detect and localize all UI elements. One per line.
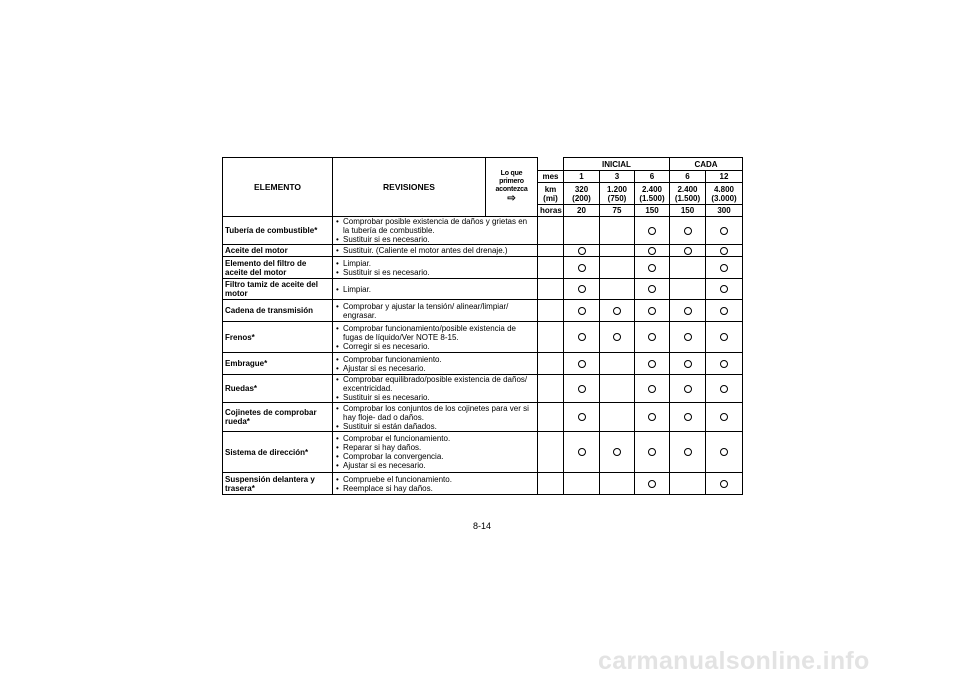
revisiones-list xyxy=(335,355,535,373)
circle-mark-icon xyxy=(648,333,656,341)
km-value: 2.400 (1.500) xyxy=(635,183,670,205)
row-revisiones xyxy=(333,279,538,300)
circle-mark-icon xyxy=(720,227,728,235)
page-number: 8-14 xyxy=(472,521,491,531)
circle-mark-icon xyxy=(684,385,692,393)
circle-mark-icon xyxy=(648,360,656,368)
interval-cell xyxy=(635,403,670,432)
revisiones-list xyxy=(335,375,535,402)
circle-mark-icon xyxy=(684,227,692,235)
interval-cell xyxy=(706,375,743,403)
revision-item: • Ajustar si es necesario. xyxy=(335,461,535,470)
row-spacer-cell xyxy=(538,217,564,245)
interval-cell xyxy=(706,473,743,495)
interval-cell xyxy=(635,300,670,322)
circle-mark-icon xyxy=(613,307,621,315)
circle-mark-icon xyxy=(648,385,656,393)
row-elemento: Filtro tamiz de aceite del motor xyxy=(223,279,333,300)
interval-cell xyxy=(600,322,635,353)
circle-mark-icon xyxy=(578,285,586,293)
circle-mark-icon xyxy=(578,413,586,421)
circle-mark-icon xyxy=(578,360,586,368)
circle-mark-icon xyxy=(648,480,656,488)
interval-cell xyxy=(706,403,743,432)
interval-cell xyxy=(670,245,706,257)
interval-cell xyxy=(670,257,706,279)
mes-value: 3 xyxy=(600,171,635,183)
interval-cell xyxy=(670,473,706,495)
circle-mark-icon xyxy=(720,247,728,255)
mes-value: 6 xyxy=(670,171,706,183)
row-elemento: Ruedas* xyxy=(223,375,333,403)
table-row xyxy=(223,279,743,300)
interval-cell xyxy=(670,375,706,403)
circle-mark-icon xyxy=(720,480,728,488)
row-spacer-cell xyxy=(538,473,564,495)
interval-cell xyxy=(635,279,670,300)
row-revisiones xyxy=(333,353,538,375)
circle-mark-icon xyxy=(613,448,621,456)
circle-mark-icon xyxy=(648,285,656,293)
watermark: carmanualsonline.info xyxy=(598,647,870,675)
circle-mark-icon xyxy=(648,227,656,235)
row-elemento: Aceite del motor xyxy=(223,245,333,257)
row-revisiones xyxy=(333,473,538,495)
circle-mark-icon xyxy=(648,247,656,255)
interval-cell xyxy=(600,279,635,300)
interval-cell xyxy=(706,257,743,279)
circle-mark-icon xyxy=(578,448,586,456)
revisiones-list xyxy=(335,302,535,320)
horas-value: 300 xyxy=(706,205,743,217)
table-row xyxy=(223,245,743,257)
row-revisiones xyxy=(333,245,538,257)
circle-mark-icon xyxy=(613,333,621,341)
table-row xyxy=(223,403,743,432)
table-body xyxy=(223,217,743,495)
revisiones-list xyxy=(335,404,535,431)
interval-cell xyxy=(564,403,600,432)
interval-cell xyxy=(600,473,635,495)
circle-mark-icon xyxy=(684,448,692,456)
mes-value: 6 xyxy=(635,171,670,183)
interval-cell xyxy=(635,375,670,403)
revision-item: • Comprobar funcionamiento/posible existencia de fugas de líquido/Ver NOTE 8-15. xyxy=(335,324,535,342)
circle-mark-icon xyxy=(684,307,692,315)
interval-cell xyxy=(670,217,706,245)
row-elemento: Tubería de combustible* xyxy=(223,217,333,245)
row-elemento: Embrague* xyxy=(223,353,333,375)
revision-item: • Ajustar si es necesario. xyxy=(335,364,535,373)
revision-item: • Comprobar y ajustar la tensión/ alinear/limpiar/ engrasar. xyxy=(335,302,535,320)
horas-value: 150 xyxy=(670,205,706,217)
table-row xyxy=(223,432,743,473)
table-row xyxy=(223,257,743,279)
circle-mark-icon xyxy=(578,385,586,393)
circle-mark-icon xyxy=(684,333,692,341)
interval-cell xyxy=(670,403,706,432)
interval-cell xyxy=(706,245,743,257)
interval-cell xyxy=(670,300,706,322)
interval-cell xyxy=(564,432,600,473)
row-elemento: Sistema de dirección* xyxy=(223,432,333,473)
circle-mark-icon xyxy=(720,264,728,272)
interval-cell xyxy=(706,353,743,375)
row-elemento: Suspensión delantera y trasera* xyxy=(223,473,333,495)
table-row xyxy=(223,217,743,245)
interval-cell xyxy=(706,432,743,473)
revisiones-list xyxy=(335,217,535,244)
table-row xyxy=(223,473,743,495)
row-spacer-cell xyxy=(538,257,564,279)
header-inicial: INICIAL xyxy=(564,158,670,171)
revision-item: • Sustituir si es necesario. xyxy=(335,268,535,277)
interval-cell xyxy=(706,300,743,322)
revision-item: • Sustituir si es necesario. xyxy=(335,235,535,244)
row-revisiones xyxy=(333,375,538,403)
revision-item: • Reemplace si hay daños. xyxy=(335,484,535,493)
circle-mark-icon xyxy=(684,247,692,255)
interval-cell xyxy=(564,245,600,257)
interval-cell xyxy=(600,257,635,279)
interval-cell xyxy=(600,245,635,257)
revision-item: • Limpiar. xyxy=(335,285,535,294)
mes-value: 1 xyxy=(564,171,600,183)
horas-value: 20 xyxy=(564,205,600,217)
row-elemento: Elemento del filtro de aceite del motor xyxy=(223,257,333,279)
interval-cell xyxy=(564,375,600,403)
row-spacer-cell xyxy=(538,322,564,353)
interval-cell xyxy=(706,217,743,245)
right-arrow-icon: ⇨ xyxy=(507,193,516,204)
circle-mark-icon xyxy=(720,360,728,368)
circle-mark-icon xyxy=(578,247,586,255)
km-value: 320 (200) xyxy=(564,183,600,205)
interval-cell xyxy=(600,353,635,375)
table-row xyxy=(223,300,743,322)
maintenance-table xyxy=(222,157,743,495)
circle-mark-icon xyxy=(648,448,656,456)
circle-mark-icon xyxy=(684,360,692,368)
table-header xyxy=(223,158,743,217)
interval-cell xyxy=(564,217,600,245)
row-spacer-cell xyxy=(538,432,564,473)
interval-cell xyxy=(600,432,635,473)
horas-value: 75 xyxy=(600,205,635,217)
revision-item: • Comprobar el funcionamiento. xyxy=(335,434,535,443)
mes-label: mes xyxy=(538,171,564,183)
interval-cell xyxy=(670,279,706,300)
revision-item: • Reparar si hay daños. xyxy=(335,443,535,452)
row-elemento: Cadena de transmisión xyxy=(223,300,333,322)
interval-cell xyxy=(670,322,706,353)
table-row xyxy=(223,322,743,353)
interval-cell xyxy=(635,257,670,279)
km-value: 1.200 (750) xyxy=(600,183,635,205)
interval-cell xyxy=(635,322,670,353)
circle-mark-icon xyxy=(720,448,728,456)
interval-cell xyxy=(706,322,743,353)
circle-mark-icon xyxy=(648,413,656,421)
interval-cell xyxy=(670,353,706,375)
circle-mark-icon xyxy=(684,413,692,421)
table-row xyxy=(223,375,743,403)
revision-item: • Sustituir si están dañados. xyxy=(335,422,535,431)
interval-cell xyxy=(706,279,743,300)
first-occurrence-label: Lo que primero acontezca xyxy=(495,170,528,193)
circle-mark-icon xyxy=(648,307,656,315)
revision-item: • Comprobar la convergencia. xyxy=(335,452,535,461)
interval-cell xyxy=(564,300,600,322)
interval-cell xyxy=(670,432,706,473)
row-spacer-cell xyxy=(538,375,564,403)
row-revisiones xyxy=(333,217,538,245)
interval-cell xyxy=(600,375,635,403)
row-revisiones xyxy=(333,403,538,432)
header-cada: CADA xyxy=(670,158,743,171)
row-spacer-cell xyxy=(538,353,564,375)
interval-cell xyxy=(564,353,600,375)
interval-cell xyxy=(635,245,670,257)
revisiones-list xyxy=(335,285,535,294)
horas-value: 150 xyxy=(635,205,670,217)
revisiones-list xyxy=(335,246,535,255)
circle-mark-icon xyxy=(578,307,586,315)
row-revisiones xyxy=(333,322,538,353)
table-row xyxy=(223,353,743,375)
row-spacer-cell xyxy=(538,245,564,257)
interval-cell xyxy=(600,403,635,432)
revision-item: • Comprobar posible existencia de daños y grietas en la tubería de combustible. xyxy=(335,217,535,235)
circle-mark-icon xyxy=(720,307,728,315)
interval-cell xyxy=(564,473,600,495)
revisiones-list xyxy=(335,475,535,493)
km-label: km (mi) xyxy=(538,183,564,205)
km-value: 4.800 (3.000) xyxy=(706,183,743,205)
circle-mark-icon xyxy=(720,333,728,341)
circle-mark-icon xyxy=(720,385,728,393)
row-revisiones xyxy=(333,300,538,322)
interval-cell xyxy=(564,322,600,353)
interval-cell xyxy=(635,432,670,473)
row-revisiones xyxy=(333,257,538,279)
revision-item: • Comprobar funcionamiento. xyxy=(335,355,535,364)
revision-item: • Compruebe el funcionamiento. xyxy=(335,475,535,484)
horas-label: horas xyxy=(538,205,564,217)
revision-item: • Comprobar equilibrado/posible existencia de daños/ excentricidad. xyxy=(335,375,535,393)
revisiones-list xyxy=(335,434,535,470)
row-revisiones xyxy=(333,432,538,473)
mes-value: 12 xyxy=(706,171,743,183)
revisiones-list xyxy=(335,324,535,351)
revision-item: • Comprobar los conjuntos de los cojinetes para ver si hay floje- dad o daños. xyxy=(335,404,535,422)
revision-item: • Limpiar. xyxy=(335,259,535,268)
revisiones-list xyxy=(335,259,535,277)
interval-cell xyxy=(635,353,670,375)
km-value: 2.400 (1.500) xyxy=(670,183,706,205)
interval-cell xyxy=(600,300,635,322)
revision-item: • Corregir si es necesario. xyxy=(335,342,535,351)
circle-mark-icon xyxy=(578,333,586,341)
interval-cell xyxy=(600,217,635,245)
revision-item: • Sustituir si es necesario. xyxy=(335,393,535,402)
circle-mark-icon xyxy=(720,285,728,293)
revision-item: • Sustituir. (Caliente el motor antes del drenaje.) xyxy=(335,246,535,255)
header-elemento: ELEMENTO xyxy=(223,158,333,217)
header-first-occurrence xyxy=(486,158,538,217)
row-spacer-cell xyxy=(538,300,564,322)
row-elemento: Frenos* xyxy=(223,322,333,353)
circle-mark-icon xyxy=(648,264,656,272)
row-elemento: Cojinetes de comprobar rueda* xyxy=(223,403,333,432)
header-revisiones: REVISIONES xyxy=(333,158,486,217)
circle-mark-icon xyxy=(720,413,728,421)
row-spacer-cell xyxy=(538,279,564,300)
interval-cell xyxy=(635,473,670,495)
interval-cell xyxy=(564,279,600,300)
circle-mark-icon xyxy=(578,264,586,272)
interval-cell xyxy=(635,217,670,245)
interval-cell xyxy=(564,257,600,279)
row-spacer-cell xyxy=(538,403,564,432)
